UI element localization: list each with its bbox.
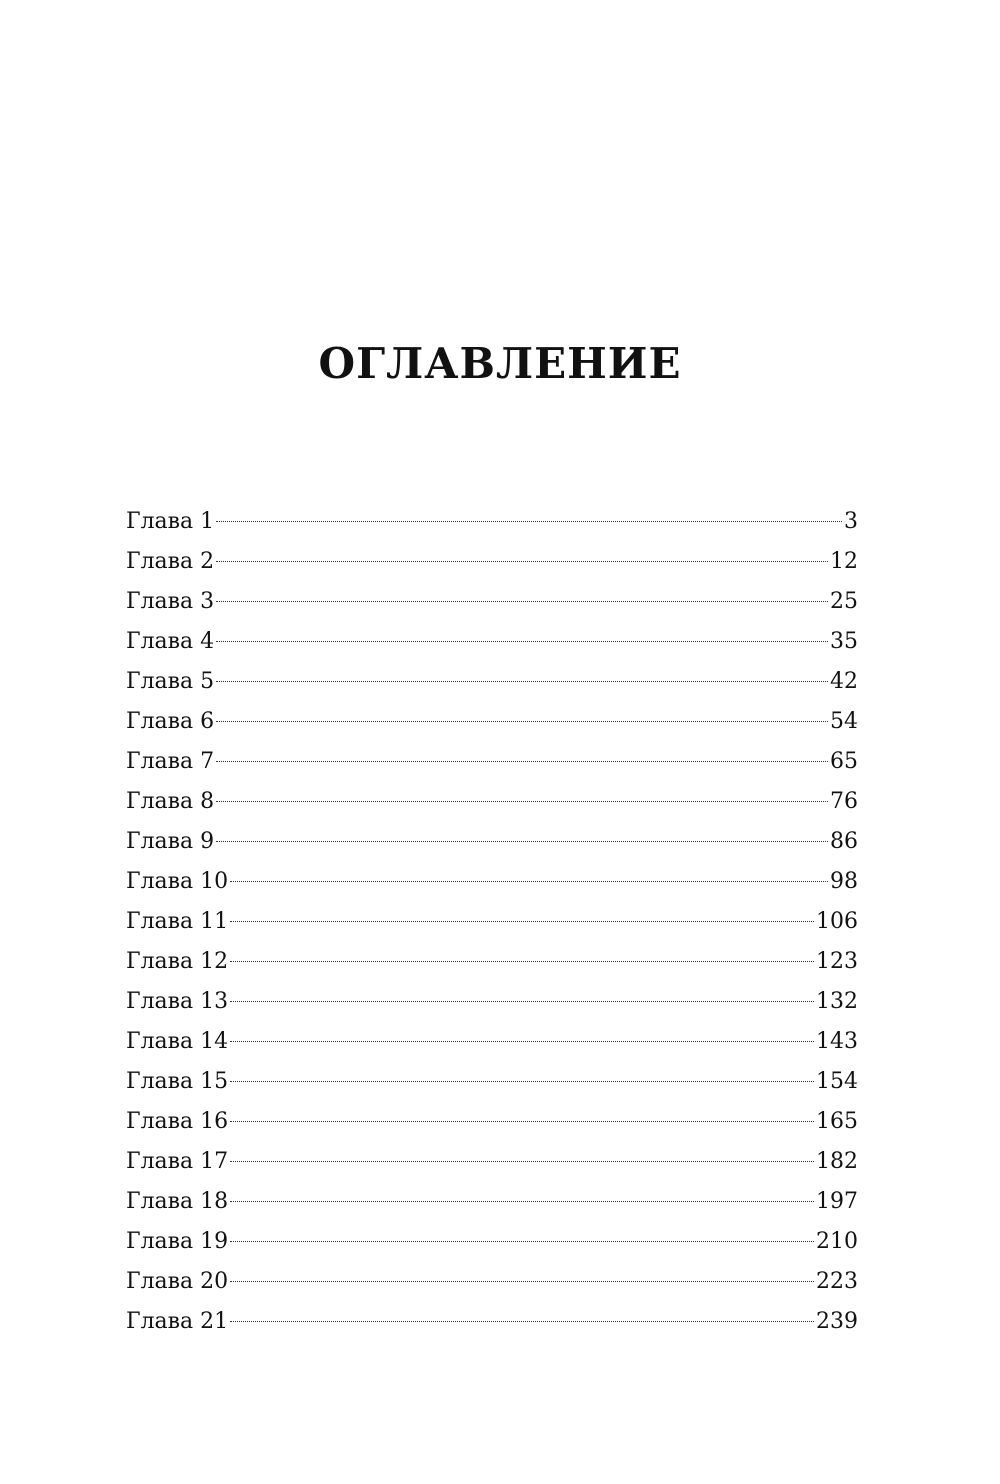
toc-entry-label: Глава 10 [126, 869, 229, 894]
toc-entry-label: Глава 12 [126, 949, 229, 974]
toc-entry[interactable] [126, 702, 858, 742]
table-of-contents [126, 502, 858, 1342]
toc-entry[interactable] [126, 822, 858, 862]
dot-leader [216, 560, 828, 562]
toc-entry-label: Глава 6 [126, 709, 215, 734]
toc-entry[interactable] [126, 1142, 858, 1182]
toc-entry-page: 239 [816, 1309, 858, 1334]
toc-entry-label: Глава 2 [126, 549, 215, 574]
toc-entry-page: 98 [830, 869, 858, 894]
toc-entry-page: 65 [830, 749, 858, 774]
toc-entry-page: 182 [816, 1149, 858, 1174]
toc-entry-label: Глава 18 [126, 1189, 229, 1214]
dot-leader [216, 800, 828, 802]
toc-entry[interactable] [126, 502, 858, 542]
toc-entry[interactable] [126, 982, 858, 1022]
dot-leader [216, 600, 828, 602]
toc-entry-page: 86 [830, 829, 858, 854]
toc-entry[interactable] [126, 1262, 858, 1302]
toc-entry-page: 54 [830, 709, 858, 734]
toc-entry-label: Глава 16 [126, 1109, 229, 1134]
dot-leader [216, 840, 828, 842]
toc-entry-page: 3 [844, 509, 858, 534]
dot-leader [230, 880, 828, 882]
toc-entry-label: Глава 21 [126, 1309, 229, 1334]
toc-entry-page: 132 [816, 989, 858, 1014]
toc-entry-label: Глава 1 [126, 509, 215, 534]
dot-leader [230, 920, 814, 922]
toc-entry-page: 154 [816, 1069, 858, 1094]
dot-leader [216, 760, 828, 762]
page-title: ОГЛАВЛЕНИЕ [318, 339, 682, 389]
toc-entry[interactable] [126, 662, 858, 702]
toc-entry-page: 25 [830, 589, 858, 614]
toc-entry-page: 210 [816, 1229, 858, 1254]
dot-leader [230, 1120, 814, 1122]
toc-entry-label: Глава 14 [126, 1029, 229, 1054]
dot-leader [230, 1200, 814, 1202]
dot-leader [230, 1000, 814, 1002]
toc-entry-page: 35 [830, 629, 858, 654]
dot-leader [216, 720, 828, 722]
toc-entry-label: Глава 13 [126, 989, 229, 1014]
toc-entry[interactable] [126, 1182, 858, 1222]
toc-entry-page: 123 [816, 949, 858, 974]
dot-leader [216, 680, 828, 682]
toc-entry[interactable] [126, 942, 858, 982]
toc-entry-label: Глава 19 [126, 1229, 229, 1254]
toc-entry-page: 42 [830, 669, 858, 694]
toc-entry-label: Глава 7 [126, 749, 215, 774]
toc-entry-page: 197 [816, 1189, 858, 1214]
toc-entry-label: Глава 17 [126, 1149, 229, 1174]
dot-leader [230, 960, 814, 962]
toc-entry[interactable] [126, 782, 858, 822]
toc-entry[interactable] [126, 542, 858, 582]
dot-leader [230, 1080, 814, 1082]
toc-entry[interactable] [126, 1022, 858, 1062]
toc-entry-page: 143 [816, 1029, 858, 1054]
toc-entry[interactable] [126, 902, 858, 942]
toc-entry-label: Глава 20 [126, 1269, 229, 1294]
toc-entry-page: 12 [830, 549, 858, 574]
toc-entry[interactable] [126, 622, 858, 662]
toc-entry[interactable] [126, 582, 858, 622]
toc-entry-page: 76 [830, 789, 858, 814]
toc-entry[interactable] [126, 1222, 858, 1262]
toc-entry-label: Глава 4 [126, 629, 215, 654]
toc-entry-page: 106 [816, 909, 858, 934]
toc-entry[interactable] [126, 1062, 858, 1102]
toc-entry-page: 165 [816, 1109, 858, 1134]
dot-leader [230, 1280, 814, 1282]
dot-leader [230, 1240, 814, 1242]
toc-entry-label: Глава 8 [126, 789, 215, 814]
toc-entry-label: Глава 9 [126, 829, 215, 854]
toc-entry-page: 223 [816, 1269, 858, 1294]
dot-leader [216, 520, 842, 522]
toc-entry-label: Глава 11 [126, 909, 229, 934]
toc-entry-label: Глава 15 [126, 1069, 229, 1094]
dot-leader [230, 1040, 814, 1042]
toc-entry[interactable] [126, 862, 858, 902]
toc-entry[interactable] [126, 1302, 858, 1342]
toc-entry[interactable] [126, 1102, 858, 1142]
dot-leader [230, 1320, 814, 1322]
dot-leader [230, 1160, 814, 1162]
toc-entry[interactable] [126, 742, 858, 782]
dot-leader [216, 640, 828, 642]
toc-entry-label: Глава 5 [126, 669, 215, 694]
toc-entry-label: Глава 3 [126, 589, 215, 614]
